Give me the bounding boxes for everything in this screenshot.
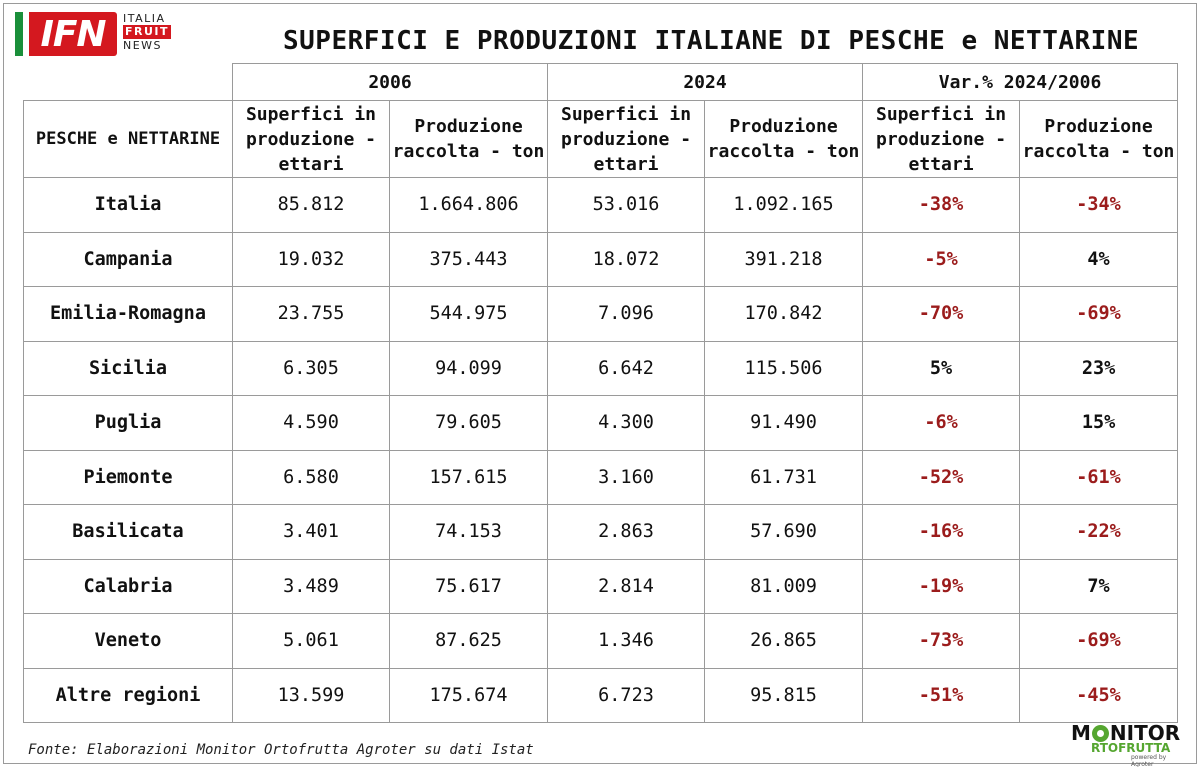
- sub-header-cell: Produzione raccolta - ton: [705, 101, 863, 178]
- region-cell: Piemonte: [24, 450, 233, 505]
- area-2024-cell: 7.096: [548, 287, 705, 342]
- monitor-logo-subtitle: RTOFRUTTA: [1091, 741, 1171, 755]
- monitor-logo-powered: powered by Agroter: [1131, 754, 1167, 767]
- ifn-logo-line3: NEWS: [123, 39, 163, 52]
- table-row: [24, 178, 1178, 233]
- sub-header-cell: Produzione raccolta - ton: [390, 101, 548, 178]
- production-2006-cell: 87.625: [390, 614, 548, 669]
- production-variation-cell: -22%: [1020, 505, 1178, 560]
- production-variation-cell: -45%: [1020, 668, 1178, 723]
- production-2006-cell: 75.617: [390, 559, 548, 614]
- production-2006-cell: 74.153: [390, 505, 548, 560]
- production-2006-cell: 94.099: [390, 341, 548, 396]
- area-2024-cell: 4.300: [548, 396, 705, 451]
- area-2006-cell: 6.305: [233, 341, 390, 396]
- production-variation-cell: 7%: [1020, 559, 1178, 614]
- region-cell: Emilia-Romagna: [24, 287, 233, 342]
- monitor-logo-text-a: M: [1071, 721, 1091, 745]
- production-variation-cell: 15%: [1020, 396, 1178, 451]
- table-row: [24, 450, 1178, 505]
- region-cell: Veneto: [24, 614, 233, 669]
- area-2006-cell: 6.580: [233, 450, 390, 505]
- area-2006-cell: 23.755: [233, 287, 390, 342]
- table-row: [24, 668, 1178, 723]
- production-2024-cell: 61.731: [705, 450, 863, 505]
- region-cell: Sicilia: [24, 341, 233, 396]
- group-header-row: [24, 64, 1178, 101]
- group-header-2006: 2006: [233, 64, 548, 101]
- production-2024-cell: 95.815: [705, 668, 863, 723]
- area-variation-cell: -38%: [863, 178, 1020, 233]
- area-2006-cell: 85.812: [233, 178, 390, 233]
- table-row: [24, 396, 1178, 451]
- ifn-logo-text: [123, 12, 185, 56]
- production-variation-cell: 4%: [1020, 232, 1178, 287]
- ifn-logo-line1: ITALIA: [123, 12, 166, 25]
- production-variation-cell: -61%: [1020, 450, 1178, 505]
- area-variation-cell: -16%: [863, 505, 1020, 560]
- area-variation-cell: -70%: [863, 287, 1020, 342]
- production-2006-cell: 175.674: [390, 668, 548, 723]
- source-note: Fonte: Elaborazioni Monitor Ortofrutta Agroter su dati Istat: [28, 742, 534, 758]
- area-variation-cell: -73%: [863, 614, 1020, 669]
- area-2006-cell: 13.599: [233, 668, 390, 723]
- area-variation-cell: -5%: [863, 232, 1020, 287]
- area-variation-cell: -19%: [863, 559, 1020, 614]
- area-2006-cell: 3.401: [233, 505, 390, 560]
- production-variation-cell: 23%: [1020, 341, 1178, 396]
- production-2024-cell: 81.009: [705, 559, 863, 614]
- sub-header-cell: Produzione raccolta - ton: [1020, 101, 1178, 178]
- region-cell: Basilicata: [24, 505, 233, 560]
- table-row: [24, 287, 1178, 342]
- production-2024-cell: 1.092.165: [705, 178, 863, 233]
- area-2006-cell: 3.489: [233, 559, 390, 614]
- data-table: [23, 63, 1178, 723]
- region-cell: Puglia: [24, 396, 233, 451]
- production-variation-cell: -69%: [1020, 614, 1178, 669]
- table-row: [24, 505, 1178, 560]
- sub-header-cell: Superfici in produzione - ettari: [863, 101, 1020, 178]
- production-2024-cell: 57.690: [705, 505, 863, 560]
- area-2024-cell: 2.814: [548, 559, 705, 614]
- table-row: [24, 341, 1178, 396]
- row-header-label: PESCHE e NETTARINE: [24, 101, 233, 178]
- monitor-ortofrutta-logo: [1071, 721, 1189, 767]
- area-2024-cell: 1.346: [548, 614, 705, 669]
- area-2024-cell: 6.723: [548, 668, 705, 723]
- area-2006-cell: 4.590: [233, 396, 390, 451]
- table-row: [24, 559, 1178, 614]
- table-row: [24, 232, 1178, 287]
- group-header-2024: 2024: [548, 64, 863, 101]
- monitor-logo-text-b: NITOR: [1109, 721, 1181, 745]
- area-variation-cell: -6%: [863, 396, 1020, 451]
- production-2006-cell: 79.605: [390, 396, 548, 451]
- production-2024-cell: 115.506: [705, 341, 863, 396]
- production-2024-cell: 91.490: [705, 396, 863, 451]
- production-2006-cell: 1.664.806: [390, 178, 548, 233]
- ifn-logo-mark-text: IFN: [40, 13, 106, 55]
- production-2024-cell: 26.865: [705, 614, 863, 669]
- sub-header-cell: Superfici in produzione - ettari: [548, 101, 705, 178]
- area-2024-cell: 18.072: [548, 232, 705, 287]
- table-body: [24, 178, 1178, 723]
- area-2006-cell: 19.032: [233, 232, 390, 287]
- production-2006-cell: 375.443: [390, 232, 548, 287]
- ifn-logo: [15, 12, 185, 56]
- area-2006-cell: 5.061: [233, 614, 390, 669]
- region-cell: Italia: [24, 178, 233, 233]
- region-cell: Calabria: [24, 559, 233, 614]
- page-title: SUPERFICI E PRODUZIONI ITALIANE DI PESCHE e NETTARINE: [283, 26, 1140, 56]
- monitor-logo-o-icon: [1092, 725, 1109, 742]
- production-2006-cell: 157.615: [390, 450, 548, 505]
- ifn-logo-line2: FRUIT: [125, 25, 170, 38]
- production-variation-cell: -34%: [1020, 178, 1178, 233]
- area-2024-cell: 3.160: [548, 450, 705, 505]
- production-variation-cell: -69%: [1020, 287, 1178, 342]
- sub-header-cell: Superfici in produzione - ettari: [233, 101, 390, 178]
- production-2006-cell: 544.975: [390, 287, 548, 342]
- ifn-logo-mark: [15, 12, 117, 56]
- area-variation-cell: 5%: [863, 341, 1020, 396]
- area-2024-cell: 2.863: [548, 505, 705, 560]
- production-2024-cell: 391.218: [705, 232, 863, 287]
- area-variation-cell: -51%: [863, 668, 1020, 723]
- area-2024-cell: 53.016: [548, 178, 705, 233]
- area-variation-cell: -52%: [863, 450, 1020, 505]
- region-cell: Campania: [24, 232, 233, 287]
- production-2024-cell: 170.842: [705, 287, 863, 342]
- table-row: [24, 614, 1178, 669]
- sub-header-row: [24, 101, 1178, 178]
- region-cell: Altre regioni: [24, 668, 233, 723]
- group-header-variation: Var.% 2024/2006: [863, 64, 1178, 101]
- area-2024-cell: 6.642: [548, 341, 705, 396]
- blank-corner-cell: [24, 64, 233, 101]
